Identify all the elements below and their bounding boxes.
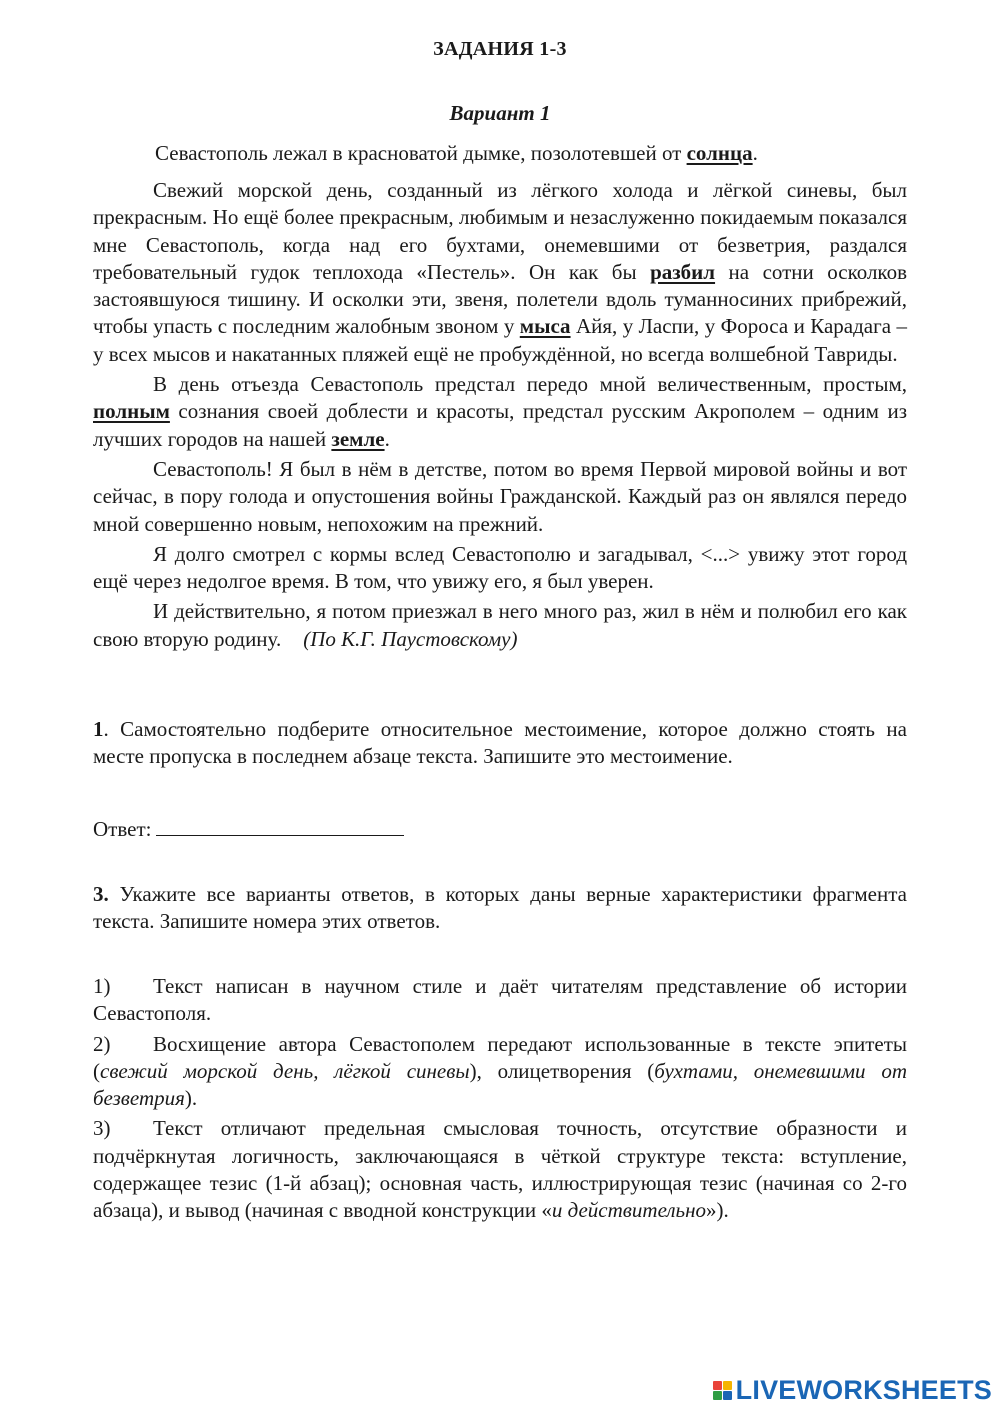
option-3: 3) Текст отличают предельная смысловая точность, отсутствие образности и подчёркнутая логичность, заключающаяся в чёткой структуре текста: вступление, содержащее тезис (1-й абзац); основная часть, иллюстрирующая тезис (начиная со 2-го абзаца), и вывод (начиная с вводной конструкции «и действительно»). [93, 1116, 907, 1223]
paragraph-2: В день отъезда Севастополь предстал передо мной величественным, простым, полным сознания своей доблести и красоты, предстал русским Акрополем – одним из лучших городов на нашей земле. [93, 372, 907, 451]
paragraph-3: Севастополь! Я был в нём в детстве, потом во время Первой мировой войны и вот сейчас, в пору голода и опустошения войны Гражданской. Каждый раз он являлся передо мной совершенно новым, непохожим на прежний. [93, 456, 907, 536]
keyword-mysa: мыса [519, 314, 571, 339]
question-1: 1. Самостоятельно подберите относительное местоимение, которое должно стоять на месте пропуска в последнем абзаце текста. Запишите это местоимение. [93, 717, 907, 769]
liveworksheets-brand [713, 1375, 992, 1406]
liveworksheets-logo-icon [713, 1381, 732, 1400]
question-3-number: 3. [93, 882, 109, 906]
option-1: 1) Текст написан в научном стиле и даёт читателям представление об истории Севастополя. [93, 974, 907, 1026]
paragraph-1: Свежий морской день, созданный из лёгкого холода и лёгкой синевы, был прекрасным. Но ещё более прекрасным, любимым и незаслуженно покидаемым показался мне Севастополь, когда над его бухтами, онемевшими от безветрия, раздался требовательный гудок теплохода «Пестель». Он как бы разбил на сотни осколков застоявшуюся тишину. И осколки эти, звеня, полетели вдоль туманносиних прибрежий, чтобы упасть с последним жалобным звоном у мыса Айя, у Ласпи, у Фороса и Карадага – у всех мысов и накатанных пляжей ещё не пробуждённой, но всегда волшебной Тавриды. [93, 178, 907, 366]
text-source: (По К.Г. Паустовскому) [303, 626, 518, 651]
question-1-number: 1 [93, 717, 104, 741]
keyword-razbil: разбил [650, 259, 716, 284]
paragraph-5: И действительно, я потом приезжал в него много раз, жил в нём и полюбил его как свою вторую родину. (По К.Г. Паустовскому) [93, 599, 907, 651]
keyword-solntsa: солнца [686, 141, 753, 165]
text-first-line: Севастополь лежал в красноватой дымке, позолотевшей от солнца. [155, 141, 758, 165]
keyword-zemle: земле [331, 426, 385, 451]
brand-name: LIVEWORKSHEETS [735, 1375, 992, 1405]
answer-options [93, 973, 907, 1225]
answer-label: Ответ: [93, 817, 152, 841]
keyword-polnym: полным [93, 399, 170, 424]
question-3: 3. Укажите все варианты ответов, в которых даны верные характеристики фрагмента текста. Запишите номера этих ответов. [93, 882, 907, 934]
page-title: ЗАДАНИЯ 1-3 [433, 38, 567, 60]
variant-heading: Вариант 1 [449, 101, 551, 125]
answer-input[interactable] [156, 815, 404, 836]
paragraph-4: Я долго смотрел с кормы вслед Севастополю и загадывал, <...> увижу этот город ещё через недолгое время. В том, что увижу его, я был уверен. [93, 541, 907, 594]
reading-text [93, 177, 907, 653]
answer-row [93, 815, 404, 842]
option-2: 2) Восхищение автора Севастополем передают использованные в тексте эпитеты (свежий морской день, лёгкой синевы), олицетворения (бухтами, онемевшими от безветрия). [93, 1031, 907, 1111]
